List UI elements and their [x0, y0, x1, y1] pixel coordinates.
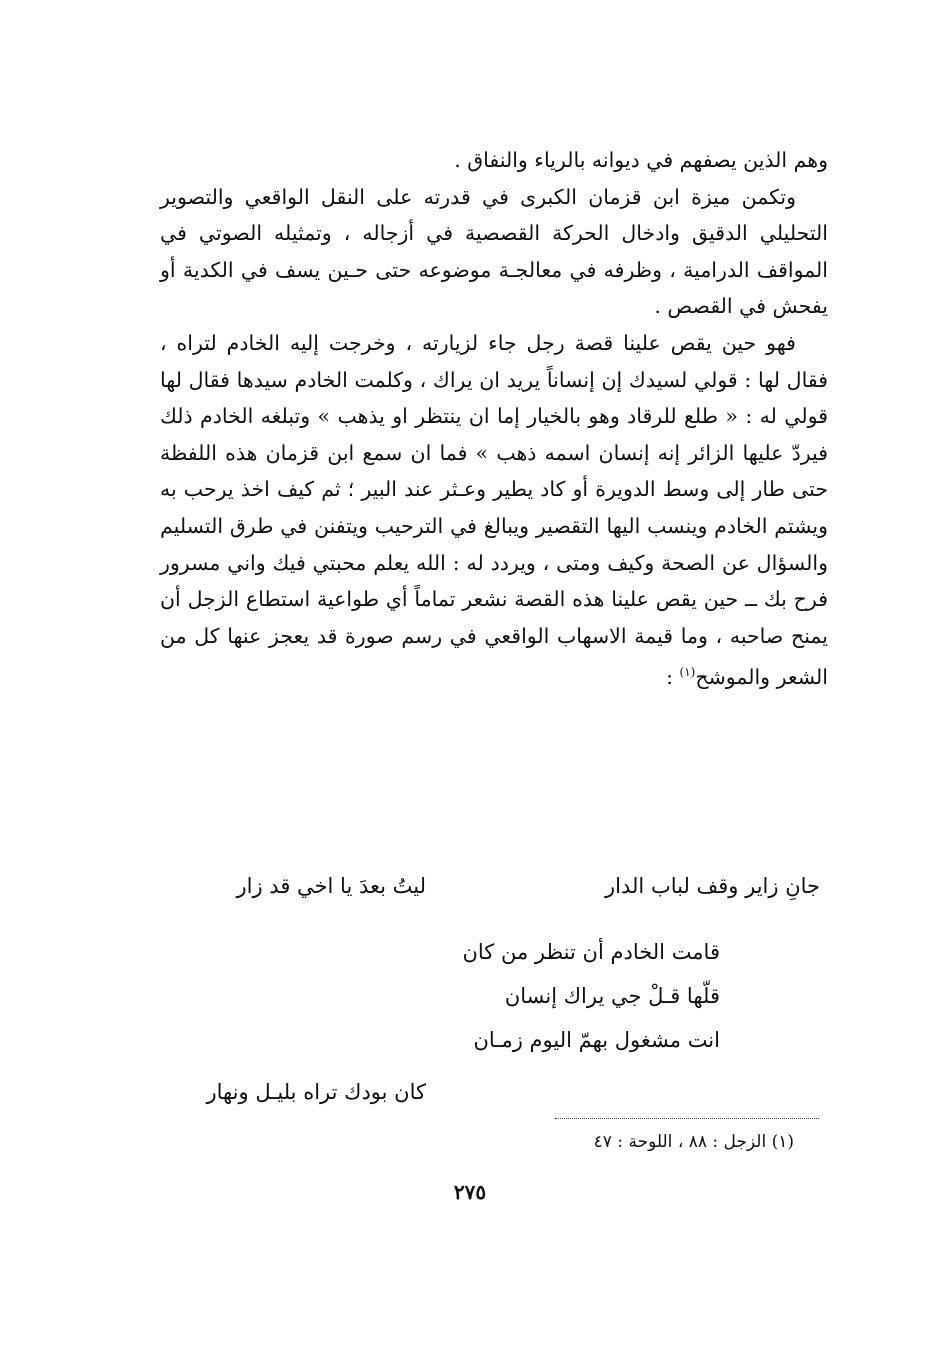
paragraph-3	[160, 325, 828, 696]
verse-line-5: كان بودك تراه بليـل ونهار	[206, 1080, 426, 1104]
verse-line-3: قلّها قـلْ جي يراك إنسان	[504, 984, 720, 1008]
paragraph-3-text: فهو حين يقص علينا قصة رجل جاء لزيارته ، وخرجت إليه الخادم لتراه ، فقال لها : قولي لسيدك إن إنساناً يريد ان يراك ، وكلمت الخادم سيدها فقال لها قولي له : « طلع للرقاد وهو بالخيار إما ان ينتظر او يذهب » وتبلغه الخادم ذلك فيردّ عليها الزائر إنه إنسان اسمه ذهب » فما ان سمع ابن قزمان هذه اللفظة حتى طار إلى وسط الدويرة أو كاد يطير وعـثر عند البير ؛ ثم كيف اخذ يرحب به ويشتم الخادم وينسب اليها التقصير ويبالغ في الترحيب ويتفنن في طرق التسليم والسؤال عن الصحة وكيف ومتى ، ويردد له : الله يعلم محبتي فيك واني مسرور فرح بك ــ حين يقص علينا هذه القصة نشعر تماماً أي طواعية استطاع الزجل أن يمنح صاحبه ، وما قيمة الاسهاب الواقعي في رسم صورة قد يعجز عنها كل من الشعر والموشح	[160, 330, 828, 690]
paragraph-3-end: :	[666, 665, 680, 690]
paragraph-1: وهم الذين يصفهم في ديوانه بالرياء والنفاق .	[454, 148, 828, 172]
verse-line-1-right: جانِ زاير وقف لباب الدار	[605, 874, 820, 898]
paragraph-2: وتكمن ميزة ابن قزمان الكبرى في قدرته على النقل الواقعي والتصوير التحليلي الدقيق وادخال الحركة القصصية في أزجاله ، وتمثيله الصوتي في المواقف الدرامية ، وظرفه في معالجـة موضوعه حتى حـين يسف في الكدية أو يفحش في القصص .	[160, 184, 828, 319]
verse-line-4: انت مشغول بهمّ اليوم زمـان	[473, 1028, 720, 1052]
footnote-reference: (١)	[679, 665, 696, 680]
verse-line-2: قامت الخادم أن تنظر من كان	[462, 940, 720, 964]
page-number: ٢٧٥	[453, 1180, 487, 1204]
verse-line-1-left: ليتُ بعدَ يا اخي قد زار	[236, 874, 426, 898]
body-text	[160, 142, 828, 696]
footnote-separator	[555, 1118, 819, 1119]
footnote: (١) الزجل : ٨٨ ، اللوحة : ٤٧	[593, 1132, 794, 1152]
